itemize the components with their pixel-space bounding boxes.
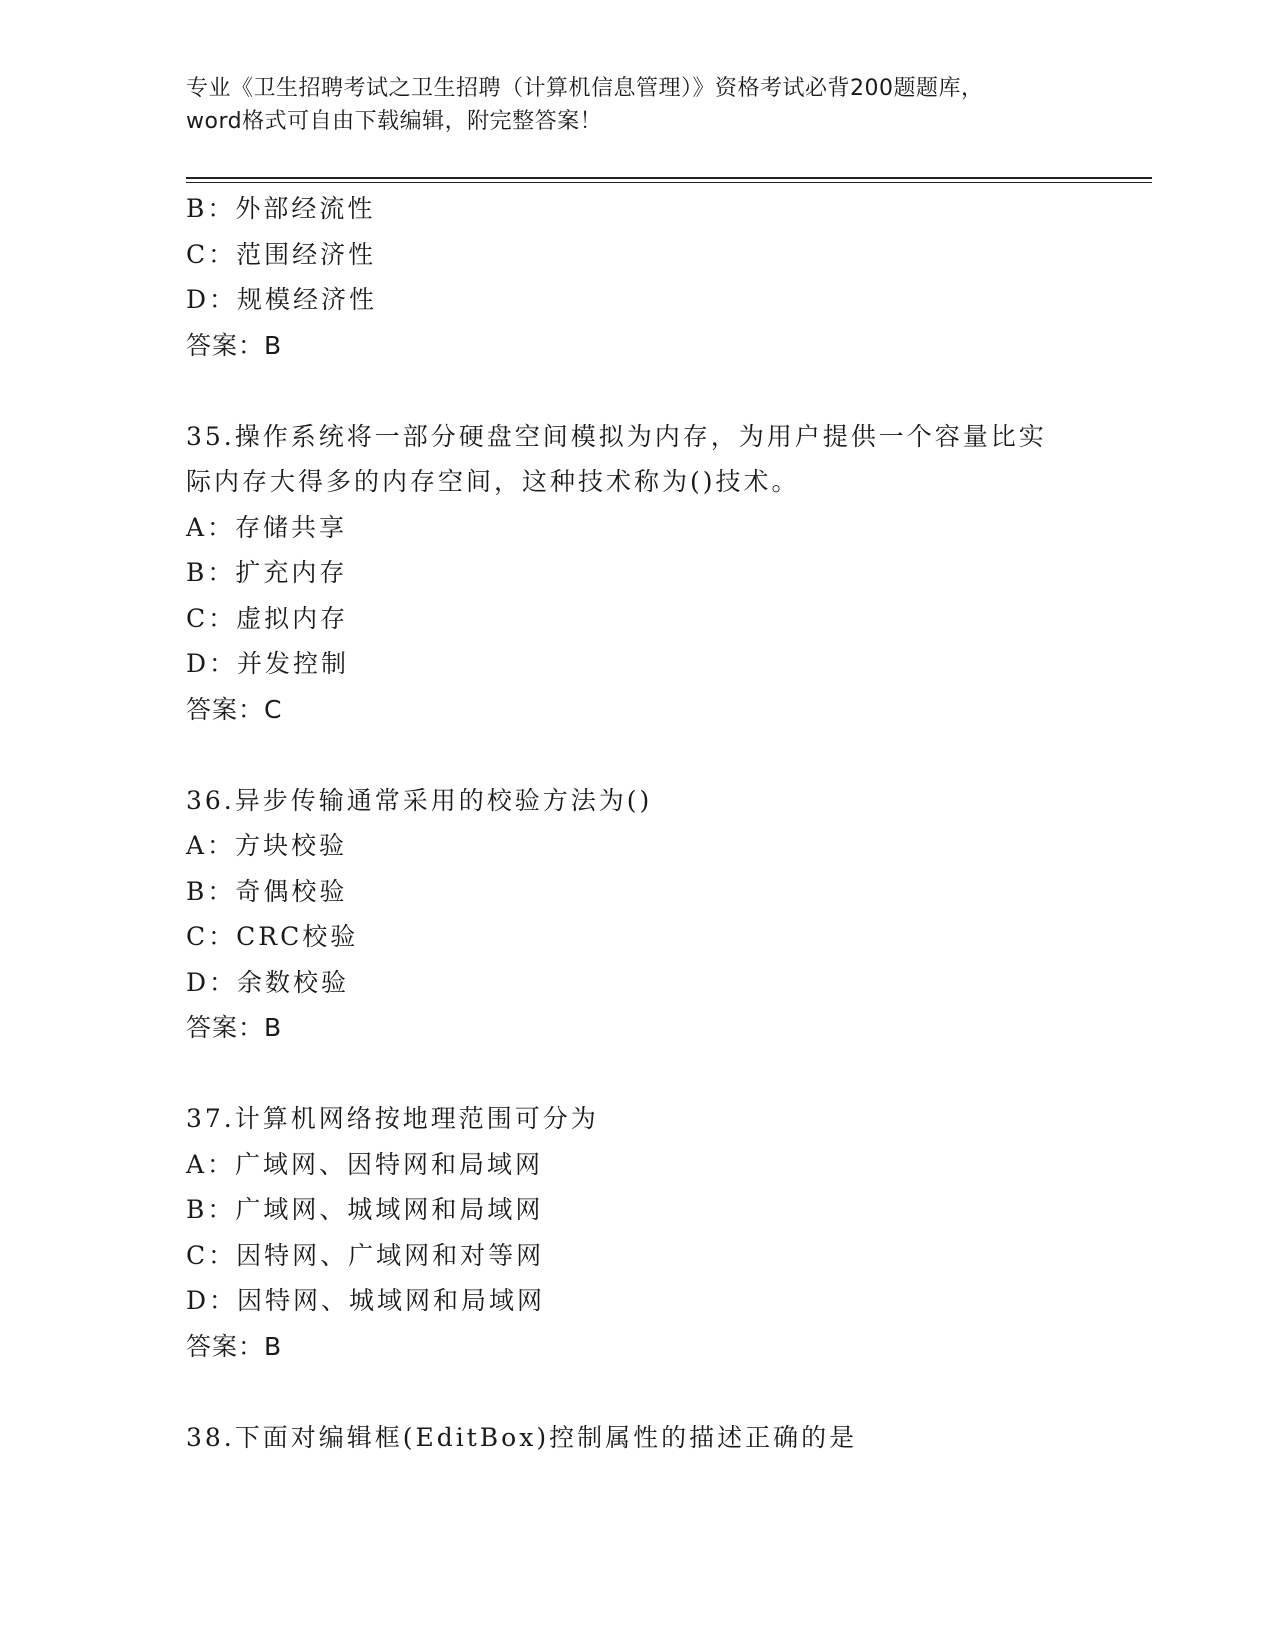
question-38 <box>186 1415 1086 1461</box>
question-37 <box>186 1096 1086 1369</box>
option-a: A：广域网、因特网和局域网 <box>186 1149 544 1179</box>
option-d: D：余数校验 <box>186 967 350 997</box>
header-divider-thick <box>186 177 1152 179</box>
header-line-1: 专业《卫生招聘考试之卫生招聘（计算机信息管理）》资格考试必背200题题库， <box>186 76 984 101</box>
option-d: D：规模经济性 <box>186 285 378 314</box>
option-c: C：CRC校验 <box>186 922 359 951</box>
question-34-continued <box>186 186 1086 368</box>
option-c: C：范围经济性 <box>186 239 377 269</box>
option-c: C：因特网、广域网和对等网 <box>186 1240 545 1270</box>
option-b: B：外部经流性 <box>186 194 376 223</box>
question-text: 35.操作系统将一部分硬盘空间模拟为内存，为用户提供一个容量比实 <box>186 421 1047 451</box>
question-text: 37.计算机网络按地理范围可分为 <box>186 1104 599 1133</box>
option-b: B：扩充内存 <box>186 558 348 587</box>
option-b: B：奇偶校验 <box>186 876 348 906</box>
question-text: 际内存大得多的内存空间，这种技术称为()技术。 <box>186 467 800 496</box>
answer: 答案：C <box>186 694 283 724</box>
header-divider-thin <box>186 182 1152 183</box>
option-a: A：存储共享 <box>186 512 348 542</box>
option-c: C：虚拟内存 <box>186 603 349 633</box>
question-36 <box>186 778 1086 1051</box>
option-d: D：因特网、城域网和局域网 <box>186 1286 546 1315</box>
option-d: D：并发控制 <box>186 649 350 678</box>
answer: 答案：B <box>186 1013 283 1042</box>
document-header <box>186 72 1086 138</box>
question-list <box>186 186 1086 1460</box>
question-35 <box>186 414 1086 733</box>
option-b: B：广域网、城域网和局域网 <box>186 1195 544 1224</box>
answer: 答案：B <box>186 330 283 360</box>
question-text: 38.下面对编辑框(EditBox)控制属性的描述正确的是 <box>186 1422 858 1452</box>
question-text: 36.异步传输通常采用的校验方法为() <box>186 785 653 815</box>
option-a: A：方块校验 <box>186 831 348 860</box>
answer: 答案：B <box>186 1331 283 1361</box>
header-line-2: word格式可自由下载编辑，附完整答案！ <box>186 109 603 134</box>
